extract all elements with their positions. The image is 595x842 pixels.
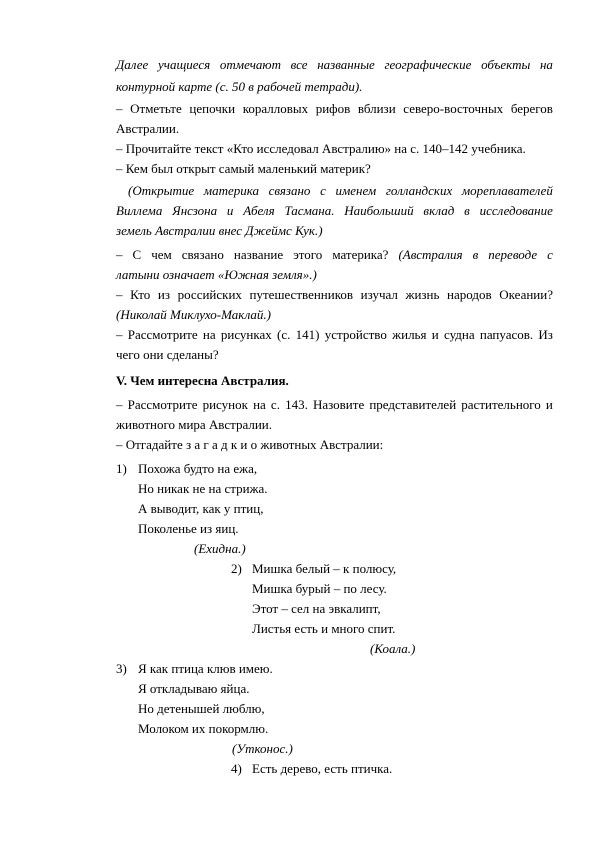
- word: Наибольший: [344, 203, 414, 218]
- riddle-answer: (Утконос.): [232, 741, 293, 756]
- question-line: [116, 326, 553, 343]
- riddle-line: Молоком их покормлю.: [138, 721, 269, 736]
- word: вклад: [423, 203, 455, 218]
- answer-line: [116, 202, 553, 219]
- word: рифов: [315, 101, 351, 116]
- word: чем: [151, 247, 172, 262]
- question-line: чего они сделаны?: [116, 347, 219, 362]
- word: –: [116, 247, 123, 262]
- answer-line: (Николай Миклухо-Маклай.): [116, 307, 271, 322]
- question-line: – Кем был открыт самый маленький материк?: [116, 161, 371, 176]
- word: переводе: [488, 247, 538, 262]
- riddle-line: Поколенье из яиц.: [138, 521, 239, 536]
- word: (Австралия: [398, 247, 463, 262]
- word: Далее: [116, 57, 149, 72]
- instruction-line: контурной карте (с. 50 в рабочей тетради).: [116, 79, 363, 94]
- riddle-line: Есть дерево, есть птичка.: [252, 761, 393, 776]
- word: (Открытие: [128, 183, 195, 198]
- word: и: [226, 203, 234, 218]
- word: –: [116, 327, 123, 342]
- word: и: [545, 397, 553, 412]
- word: отмечают: [219, 57, 281, 72]
- riddle-answer: (Ехидна.): [194, 541, 246, 556]
- word: связано: [181, 247, 224, 262]
- answer-line: латыни означает «Южная земля».): [116, 267, 317, 282]
- word: Абеля: [243, 203, 275, 218]
- word: –: [116, 287, 123, 302]
- word: Виллема: [116, 203, 163, 218]
- word: 143.: [285, 397, 308, 412]
- word: северо-восточных: [403, 101, 504, 116]
- word: вблизи: [357, 101, 396, 116]
- riddle-line: Но детенышей люблю,: [138, 701, 265, 716]
- word: цепочки: [189, 101, 236, 116]
- word: –: [116, 101, 123, 116]
- word: с: [320, 183, 326, 198]
- word: 141): [295, 327, 320, 342]
- word: народов: [447, 287, 492, 302]
- word: именем: [335, 183, 377, 198]
- word: жизнь: [405, 287, 440, 302]
- word: Янсзона: [172, 203, 218, 218]
- word: Тасмана.: [284, 203, 335, 218]
- word: папуасов.: [479, 327, 534, 342]
- riddle-line: Я откладываю яйца.: [138, 681, 250, 696]
- word: С: [132, 247, 142, 262]
- riddle-line: Этот – сел на эвкалипт,: [252, 601, 381, 616]
- word: на: [253, 397, 266, 412]
- word: название: [233, 247, 284, 262]
- word: объекты: [481, 57, 531, 72]
- word: путешественников: [249, 287, 354, 302]
- word: рисунках: [220, 327, 272, 342]
- word: Рассмотрите: [127, 327, 198, 342]
- word: исследование: [479, 203, 553, 218]
- word: –: [116, 397, 123, 412]
- word: географические: [384, 57, 472, 72]
- word: голландских: [385, 183, 453, 198]
- answer-line: земель Австралии внес Джеймс Кук.): [116, 223, 323, 238]
- word: на: [202, 327, 216, 342]
- word: на: [539, 57, 553, 72]
- word: с: [547, 247, 553, 262]
- question-line: [116, 286, 553, 303]
- word: Рассмотрите: [127, 397, 198, 412]
- word: связано: [268, 183, 311, 198]
- task-line: Австралии.: [116, 121, 180, 136]
- word: изучал: [360, 287, 398, 302]
- word: Океании?: [499, 287, 553, 302]
- word: рисунок: [202, 397, 248, 412]
- riddle-answer: (Коала.): [370, 641, 416, 656]
- word: и: [431, 327, 439, 342]
- riddle-line: Мишка белый – к полюсу,: [252, 561, 397, 576]
- task-line: животного мира Австралии.: [116, 417, 273, 432]
- question-line: [116, 246, 553, 263]
- riddle-line: Листья есть и много спит.: [252, 621, 396, 636]
- word: российских: [177, 287, 242, 302]
- riddle-line: Похожа будто на ежа,: [138, 461, 258, 476]
- word: Назовите: [312, 397, 365, 412]
- word: устройство: [324, 327, 387, 342]
- riddle-line: А выводит, как у птиц,: [138, 501, 264, 516]
- word: названные: [317, 57, 375, 72]
- word: материка?: [332, 247, 389, 262]
- word: представителей: [369, 397, 457, 412]
- word: этого: [293, 247, 323, 262]
- word: с.: [270, 397, 280, 412]
- riddle-number: 4): [231, 761, 242, 776]
- task-line: [116, 100, 553, 117]
- word: жилья: [392, 327, 427, 342]
- word: берегов: [510, 101, 553, 116]
- word: из: [157, 287, 170, 302]
- word: материка: [203, 183, 259, 198]
- word: растительного: [461, 397, 541, 412]
- word: (с.: [277, 327, 291, 342]
- section-heading: V. Чем интересна Австралия.: [116, 373, 289, 388]
- word: учащиеся: [158, 57, 211, 72]
- riddle-line: Мишка бурый – по лесу.: [252, 581, 387, 596]
- word: коралловых: [242, 101, 309, 116]
- word: судна: [443, 327, 475, 342]
- riddle-line: Я как птица клюв имею.: [138, 661, 273, 676]
- riddle-line: Но никак не на стрижа.: [138, 481, 268, 496]
- riddle-number: 2): [231, 561, 242, 576]
- word: мореплавателей: [461, 183, 553, 198]
- answer-line: [128, 182, 553, 199]
- riddle-number: 3): [116, 661, 127, 676]
- task-line: [116, 396, 553, 413]
- task-line: – Отгадайте з а г а д к и о животных Австралии:: [116, 437, 384, 452]
- instruction-line: [116, 56, 553, 73]
- word: Из: [538, 327, 553, 342]
- word: Отметьте: [130, 101, 182, 116]
- riddle-number: 1): [116, 461, 127, 476]
- word: в: [472, 247, 479, 262]
- word: все: [290, 57, 308, 72]
- word: в: [464, 203, 470, 218]
- word: Кто: [130, 287, 151, 302]
- task-line: – Прочитайте текст «Кто исследовал Австралию» на с. 140–142 учебника.: [116, 141, 526, 156]
